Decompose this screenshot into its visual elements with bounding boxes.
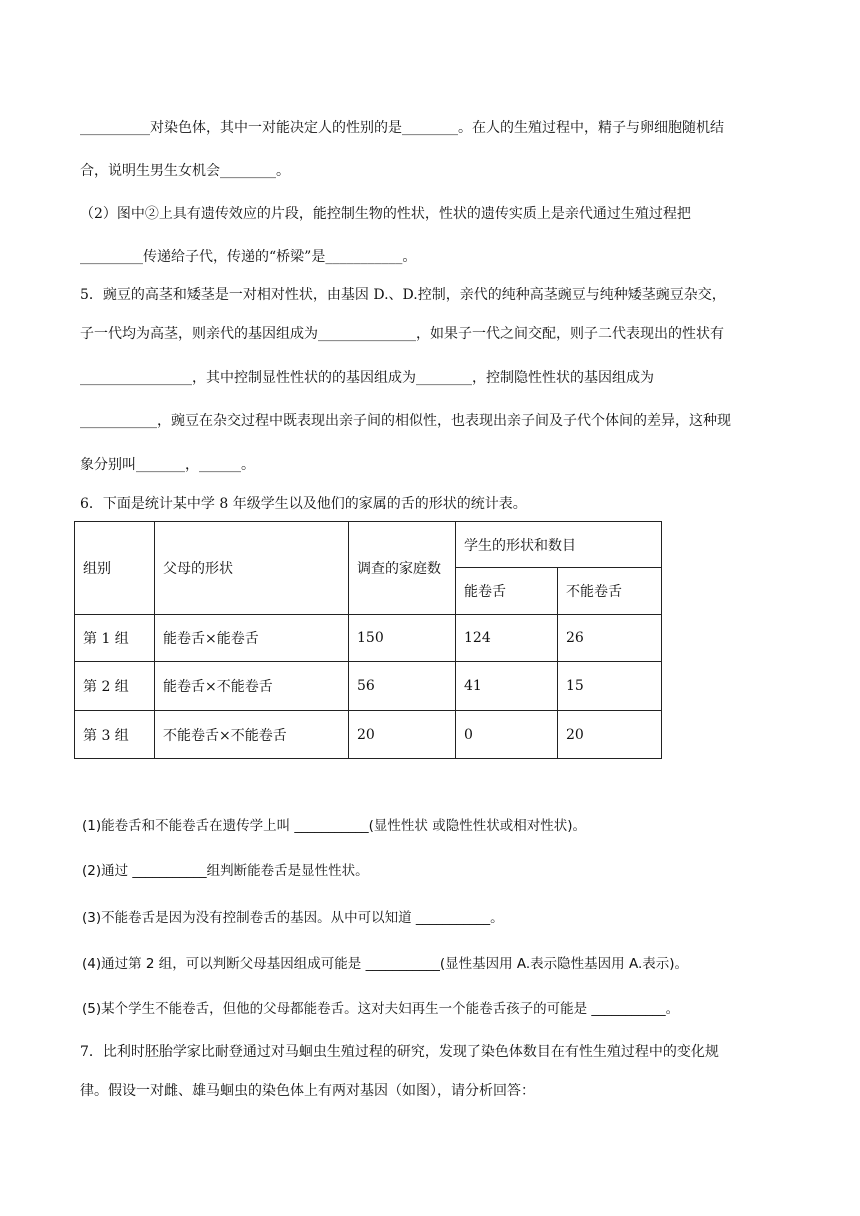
table-cell: 20	[558, 711, 662, 759]
table-row	[75, 662, 662, 711]
header-families: 调查的家庭数	[349, 522, 456, 615]
table-cell: 20	[349, 711, 456, 759]
table-cell: 不能卷舌×不能卷舌	[155, 711, 349, 759]
header-group: 组别	[75, 522, 155, 615]
table-cell: 能卷舌×能卷舌	[155, 615, 349, 662]
header-students: 学生的形状和数目	[456, 522, 662, 568]
table-cell: 150	[349, 615, 456, 662]
sub-question-2: (2)通过 ___________组判断能卷舌是显性性状。	[82, 863, 369, 879]
table-cell: 第 1 组	[75, 615, 155, 662]
paragraph-line: ________________，其中控制显性性状的的基因组成为________，控制隐性性状的基因组成为	[80, 370, 654, 386]
tongue-statistics-table	[74, 521, 662, 759]
header-parents: 父母的形状	[155, 522, 349, 615]
paragraph-line: 合，说明生男生女机会________。	[80, 163, 290, 179]
paragraph-line: ___________，豌豆在杂交过程中既表现出亲子间的相似性，也表现出亲子间及子代个体间的差异，这种现	[80, 413, 731, 429]
paragraph-line: 子一代均为高茎，则亲代的基因组成为______________，如果子一代之间交配，则子二代表现出的性状有	[80, 326, 724, 342]
table-cell: 第 3 组	[75, 711, 155, 759]
paragraph-line: 律。假设一对雌、雄马蛔虫的染色体上有两对基因（如图），请分析回答：	[80, 1083, 535, 1099]
sub-question-5: (5)某个学生不能卷舌，但他的父母都能卷舌。这对夫妇再生一个能卷舌孩子的可能是 ___________。	[82, 1001, 680, 1017]
table-cell: 26	[558, 615, 662, 662]
sub-question-4: (4)通过第 2 组，可以判断父母基因组成可能是 ___________(显性基因用 A.表示隐性基因用 A.表示)。	[82, 956, 689, 972]
table-cell: 第 2 组	[75, 662, 155, 711]
table-cell: 能卷舌×不能卷舌	[155, 662, 349, 711]
paragraph-line: 象分别叫_______，______。	[80, 457, 255, 473]
paragraph-line: _________传递给子代，传递的“桥梁”是___________。	[80, 249, 417, 265]
table-cell: 41	[456, 662, 558, 711]
question-7-line: 7．比利时胚胎学家比耐登通过对马蛔虫生殖过程的研究，发现了染色体数目在有性生殖过程中的变化规	[80, 1044, 719, 1060]
table-cell: 15	[558, 662, 662, 711]
paragraph-line: （2）图中②上具有遗传效应的片段，能控制生物的性状，性状的遗传实质上是亲代通过生殖过程把	[80, 206, 691, 222]
sub-question-1: (1)能卷舌和不能卷舌在遗传学上叫 ___________(显性性状 或隐性性状或相对性状)。	[82, 818, 586, 834]
table-cell: 124	[456, 615, 558, 662]
table-cell: 56	[349, 662, 456, 711]
header-cannot-roll: 不能卷舌	[558, 568, 662, 615]
table-cell: 0	[456, 711, 558, 759]
header-can-roll: 能卷舌	[456, 568, 558, 615]
table-row	[75, 711, 662, 759]
paragraph-line: __________对染色体，其中一对能决定人的性别的是________。在人的生殖过程中，精子与卵细胞随机结	[80, 120, 724, 136]
table-row	[75, 615, 662, 662]
sub-question-3: (3)不能卷舌是因为没有控制卷舌的基因。从中可以知道 ___________。	[82, 910, 504, 926]
question-5-line: 5．豌豆的高茎和矮茎是一对相对性状，由基因 D.、D.控制，亲代的纯种高茎豌豆与纯种矮茎豌豆杂交，	[80, 287, 726, 303]
question-6-line: 6．下面是统计某中学 8 年级学生以及他们的家属的舌的形状的统计表。	[80, 496, 527, 512]
